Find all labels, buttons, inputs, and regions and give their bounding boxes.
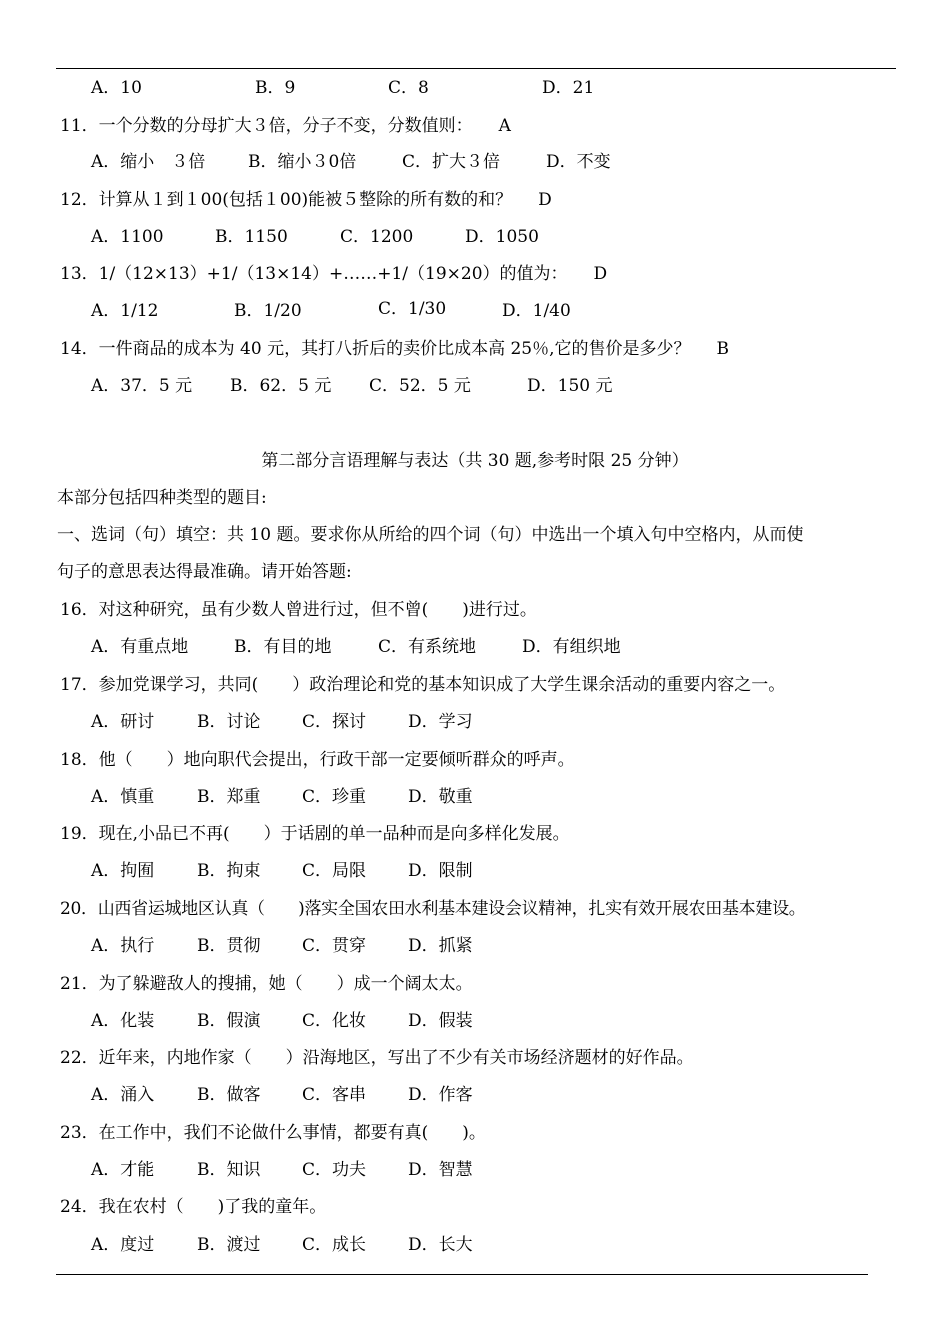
option-d: D．21 bbox=[542, 78, 595, 98]
option-a: A．10 bbox=[91, 78, 142, 98]
option-d: D．限制 bbox=[408, 861, 473, 881]
option-a: A．执行 bbox=[91, 936, 155, 956]
option-a: A．度过 bbox=[91, 1235, 155, 1255]
option-c: C．功夫 bbox=[302, 1160, 367, 1180]
option-c: C．有系统地 bbox=[378, 637, 477, 657]
option-c: C．贯穿 bbox=[302, 936, 367, 956]
option-b: B．郑重 bbox=[197, 787, 261, 807]
option-a: A．慎重 bbox=[91, 787, 155, 807]
option-b: B．做客 bbox=[197, 1085, 261, 1105]
option-d: D．作客 bbox=[408, 1085, 473, 1105]
option-c: C．探讨 bbox=[302, 712, 367, 732]
instruction-line-2: 句子的意思表达得最准确。请开始答题: bbox=[57, 562, 352, 582]
question-12 bbox=[60, 190, 552, 210]
answer-key: A bbox=[498, 116, 511, 136]
option-c: C．扩大３倍 bbox=[402, 152, 501, 172]
option-c: C．8 bbox=[388, 78, 429, 98]
question-text: 14．一件商品的成本为 40 元，其打八折后的卖价比成本高 25％,它的售价是多少？ bbox=[60, 339, 691, 359]
option-b: B．讨论 bbox=[197, 712, 261, 732]
question-11 bbox=[60, 116, 511, 136]
option-b: B．缩小３0倍 bbox=[248, 152, 357, 172]
option-c: C．1200 bbox=[340, 227, 414, 247]
option-d: D．1050 bbox=[465, 227, 539, 247]
question-20: 20．山西省运城地区认真（ )落实全国农田水利基本建设会议精神，扎实有效开展农田基本建设。 bbox=[60, 899, 806, 919]
section-heading: 第二部分言语理解与表达（共 30 题,参考时限 25 分钟） bbox=[261, 451, 689, 471]
option-a: A．研讨 bbox=[91, 712, 155, 732]
option-b: B．有目的地 bbox=[234, 637, 332, 657]
option-b: B．渡过 bbox=[197, 1235, 261, 1255]
option-b: B．9 bbox=[255, 78, 296, 98]
option-b: B．知识 bbox=[197, 1160, 261, 1180]
question-text: 12．计算从１到１00(包括１00)能被５整除的所有数的和？ bbox=[60, 190, 513, 210]
question-19: 19．现在,小品已不再( ）于话剧的单一品种而是向多样化发展。 bbox=[60, 824, 570, 844]
question-23: 23．在工作中，我们不论做什么事情，都要有真( )。 bbox=[60, 1123, 486, 1143]
option-d: D．1/40 bbox=[502, 301, 571, 321]
question-22: 22．近年来，内地作家（ ）沿海地区，写出了不少有关市场经济题材的好作品。 bbox=[60, 1048, 694, 1068]
option-b: B．62．5 元 bbox=[230, 376, 332, 396]
option-a: A．拘囿 bbox=[91, 861, 155, 881]
bottom-rule bbox=[56, 1274, 868, 1275]
option-c: C．珍重 bbox=[302, 787, 367, 807]
answer-key: B bbox=[716, 339, 730, 359]
option-c: C．1/30 bbox=[378, 299, 447, 319]
question-24: 24．我在农村（ )了我的童年。 bbox=[60, 1197, 327, 1217]
option-a: A．才能 bbox=[91, 1160, 155, 1180]
option-a: A．缩小 ３倍 bbox=[91, 152, 206, 172]
option-c: C．成长 bbox=[302, 1235, 367, 1255]
option-b: B．贯彻 bbox=[197, 936, 261, 956]
option-a: A．1/12 bbox=[91, 301, 159, 321]
top-rule bbox=[56, 68, 896, 69]
option-d: D．假装 bbox=[408, 1011, 473, 1031]
option-b: B．拘束 bbox=[197, 861, 261, 881]
option-a: A．化装 bbox=[91, 1011, 155, 1031]
option-c: C．52．5 元 bbox=[369, 376, 471, 396]
option-a: A．37．5 元 bbox=[91, 376, 193, 396]
option-a: A．涌入 bbox=[91, 1085, 155, 1105]
option-d: D．150 元 bbox=[527, 376, 613, 396]
question-13 bbox=[60, 264, 607, 284]
question-16: 16．对这种研究，虽有少数人曾进行过，但不曾( )进行过。 bbox=[60, 600, 537, 620]
answer-key: D bbox=[538, 190, 552, 210]
option-d: D．不变 bbox=[546, 152, 611, 172]
option-d: D．学习 bbox=[408, 712, 473, 732]
section-intro: 本部分包括四种类型的题目: bbox=[57, 488, 267, 508]
option-c: C．化妆 bbox=[302, 1011, 367, 1031]
instruction-line-1: 一、选词（句）填空：共 10 题。要求你从所给的四个词（句）中选出一个填入句中空格内，从而使 bbox=[57, 525, 804, 545]
option-d: D．智慧 bbox=[408, 1160, 473, 1180]
option-b: B．1/20 bbox=[234, 301, 302, 321]
option-d: D．长大 bbox=[408, 1235, 473, 1255]
question-text: 13．1/（12×13）+1/（13×14）+……+1/（19×20）的值为： bbox=[60, 264, 568, 284]
question-21: 21．为了躲避敌人的搜捕，她（ ）成一个阔太太。 bbox=[60, 974, 473, 994]
question-text: 11．一个分数的分母扩大３倍，分子不变，分数值则： bbox=[60, 116, 473, 136]
option-d: D．抓紧 bbox=[408, 936, 473, 956]
option-d: D．敬重 bbox=[408, 787, 473, 807]
option-b: B．假演 bbox=[197, 1011, 261, 1031]
option-b: B．1150 bbox=[215, 227, 288, 247]
question-17: 17．参加党课学习，共同( ）政治理论和党的基本知识成了大学生课余活动的重要内容之一。 bbox=[60, 675, 786, 695]
option-a: A．1100 bbox=[91, 227, 164, 247]
option-d: D．有组织地 bbox=[522, 637, 621, 657]
option-c: C．局限 bbox=[302, 861, 367, 881]
option-c: C．客串 bbox=[302, 1085, 367, 1105]
answer-key: D bbox=[593, 264, 608, 284]
option-a: A．有重点地 bbox=[91, 637, 189, 657]
question-18: 18．他（ ）地向职代会提出，行政干部一定要倾听群众的呼声。 bbox=[60, 750, 575, 770]
question-14 bbox=[60, 339, 729, 359]
